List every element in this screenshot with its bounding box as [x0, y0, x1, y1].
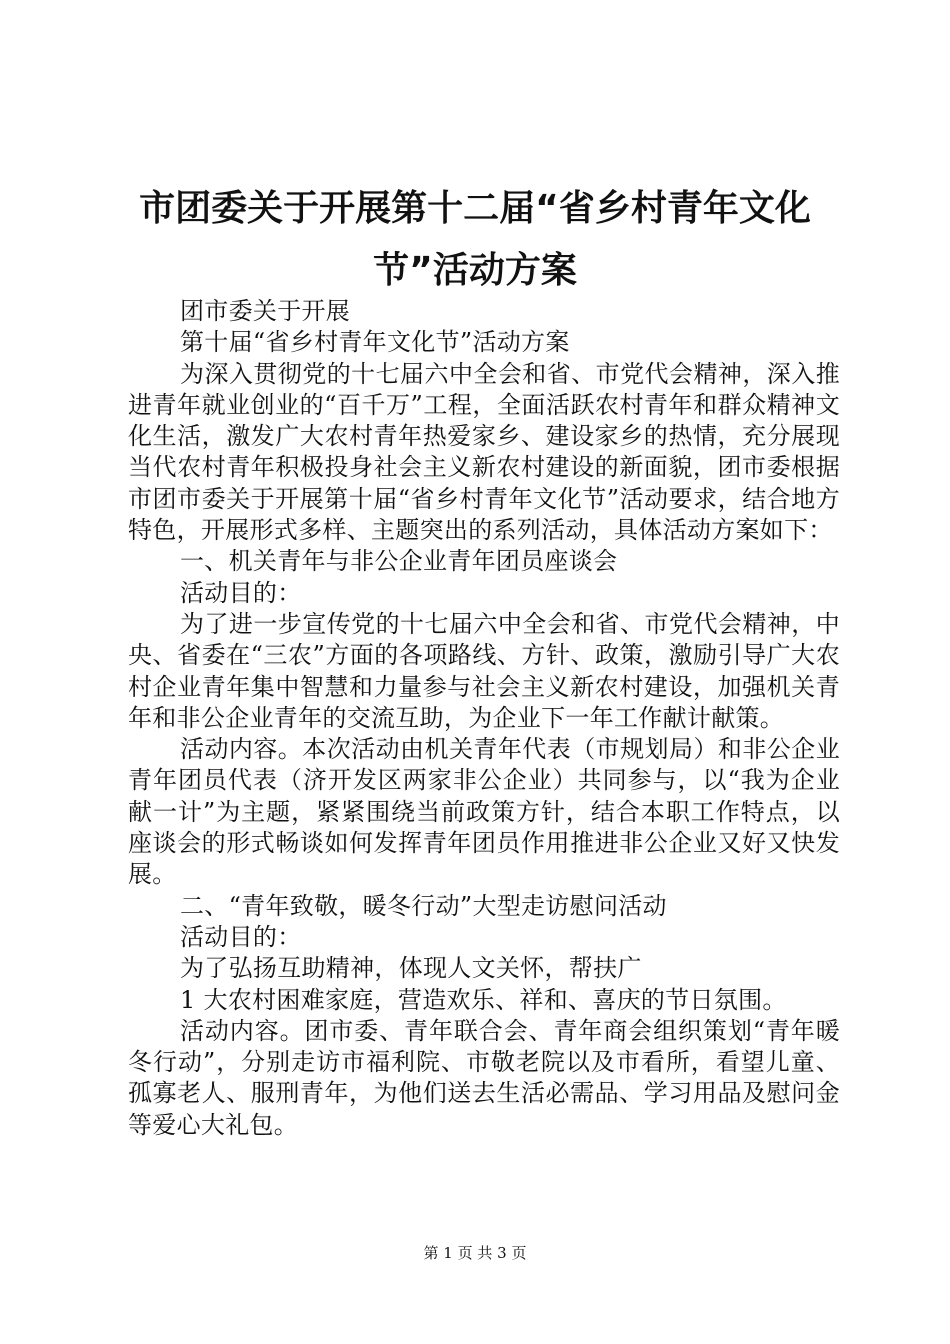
paragraph: 活动内容。团市委、青年联合会、青年商会组织策划“青年暖冬行动”，分别走访市福利院、市敬老院以及市看所，看望儿童、孤寡老人、服刑青年，为他们送去生活必需品、学习用品及慰问金等爱心大礼包。: [128, 1016, 840, 1139]
document-title: [100, 178, 850, 302]
paragraph: 为深入贯彻党的十七届六中全会和省、市党代会精神，深入推进青年就业创业的“百千万”工程，全面活跃农村青年和群众精神文化生活，激发广大农村青年热爱家乡、建设家乡的热情，充分展现当代农村青年积极投身社会主义新农村建设的新面貌，团市委根据市团市委关于开展第十届“省乡村青年文化节”活动要求，结合地方特色，开展形式多样、主题突出的系列活动，具体活动方案如下：: [128, 359, 840, 545]
page-footer: 第 1 页 共 3 页: [423, 1244, 527, 1262]
paragraph: 为了进一步宣传党的十七届六中全会和省、市党代会精神，中央、省委在“三农”方面的各项路线、方针、政策，激励引导广大农村企业青年集中智慧和力量参与社会主义新农村建设，加强机关青年和非公企业青年的交流互助，为企业下一年工作献计献策。: [128, 609, 840, 732]
section-heading: 一、机关青年与非公企业青年团员座谈会: [180, 547, 618, 576]
paragraph: 活动目的：: [180, 578, 302, 607]
paragraph: 为了弘扬互助精神，体现人文关怀，帮扶广: [180, 954, 642, 983]
paragraph: 第十届“省乡村青年文化节”活动方案: [180, 328, 570, 357]
document-body: [128, 296, 840, 1141]
paragraph: 1 大农村困难家庭，营造欢乐、祥和、喜庆的节日氛围。: [180, 985, 787, 1014]
document-title-line-2: 节”活动方案: [373, 250, 577, 291]
section-heading: 二、“青年致敬，暖冬行动”大型走访慰问活动: [180, 891, 667, 920]
document-title-line-1: 市团委关于开展第十二届“省乡村青年文化: [139, 188, 811, 229]
paragraph: 活动内容。本次活动由机关青年代表（市规划局）和非公企业青年团员代表（济开发区两家非公企业）共同参与，以“我为企业献一计”为主题，紧紧围绕当前政策方针，结合本职工作特点，以座谈会的形式畅谈如何发挥青年团员作用推进非公企业又好又快发展。: [128, 735, 840, 889]
paragraph: 团市委关于开展: [180, 297, 351, 325]
paragraph: 活动目的：: [180, 922, 302, 951]
